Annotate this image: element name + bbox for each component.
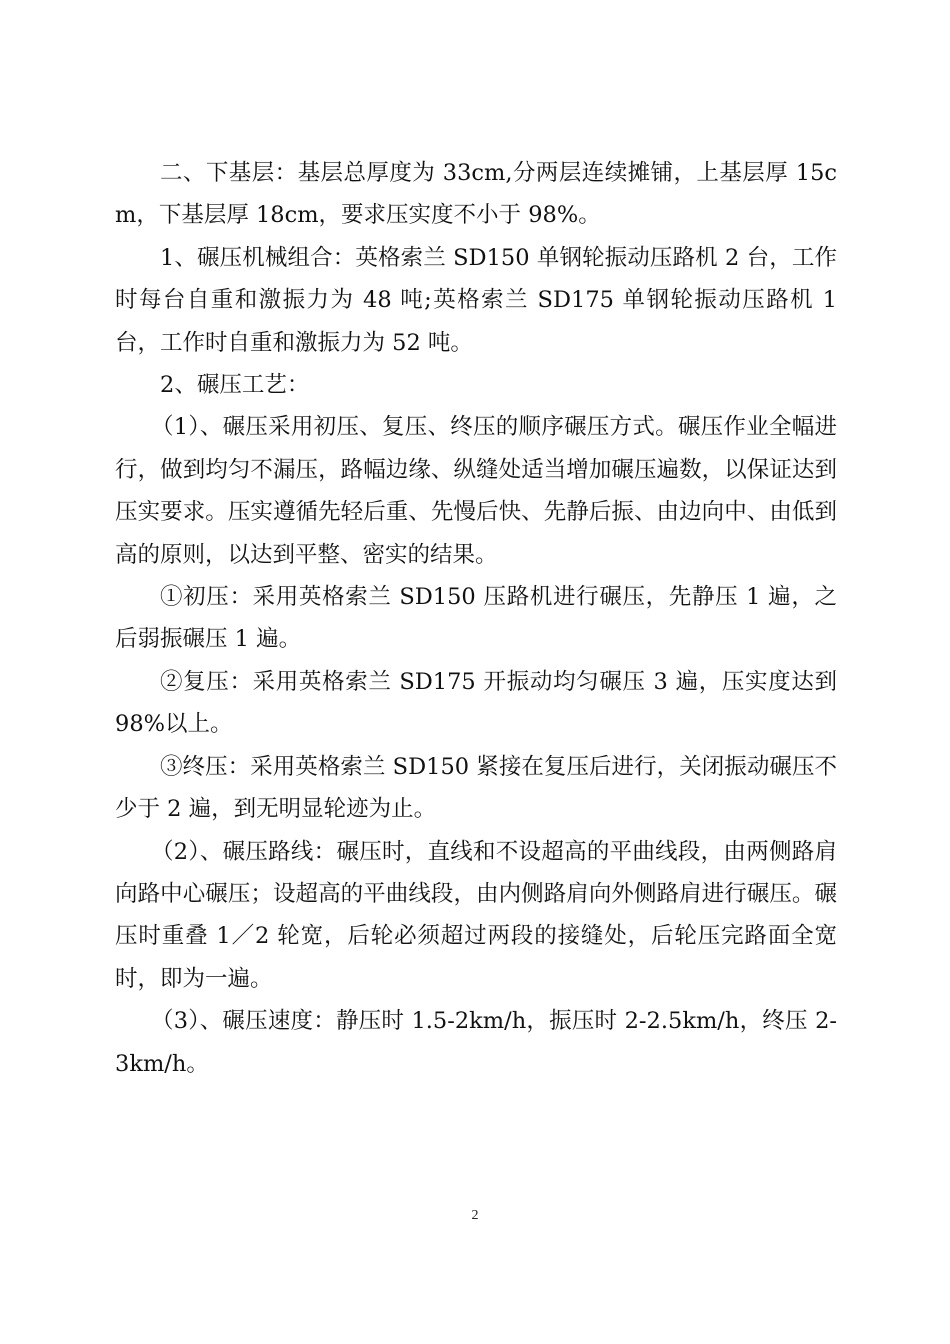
document-body: [115, 152, 837, 1085]
paragraph-secondary-rolling: ②复压：采用英格索兰 SD175 开振动均匀碾压 3 遍，压实度达到 98%以上。: [115, 668, 837, 738]
paragraph-lower-base-layer: 二、下基层：基层总厚度为 33cm,分两层连续摊铺，上基层厚 15cm，下基层厚 18cm，要求压实度不小于 98%。: [115, 160, 837, 229]
page-number: 2: [471, 1208, 479, 1223]
paragraph-roller-combination: 1、碾压机械组合：英格索兰 SD150 单钢轮振动压路机 2 台，工作时每台自重和激振力为 48 吨;英格索兰 SD175 单钢轮振动压路机 1 台，工作时自重和激振力为 52 吨。: [115, 244, 837, 356]
paragraph-initial-rolling: ①初压：采用英格索兰 SD150 压路机进行碾压，先静压 1 遍，之后弱振碾压 1 遍。: [115, 584, 837, 653]
paragraph-rolling-process-heading: 2、碾压工艺：: [160, 372, 310, 399]
paragraph-rolling-speed: （3）、碾压速度：静压时 1.5-2km/h，振压时 2-2.5km/h，终压 2-3km/h。: [115, 1008, 837, 1077]
paragraph-rolling-route: （2）、碾压路线：碾压时，直线和不设超高的平曲线段，由两侧路肩向路中心碾压；设超高的平曲线段，由内侧路肩向外侧路肩进行碾压。碾压时重叠 1／2 轮宽，后轮必须超过两段的接缝处，后轮压完路面全宽时，即为一遍。: [115, 838, 837, 992]
paragraph-final-rolling: ③终压：采用英格索兰 SD150 紧接在复压后进行，关闭振动碾压不少于 2 遍，到无明显轮迹为止。: [115, 753, 837, 823]
paragraph-rolling-method: （1）、碾压采用初压、复压、终压的顺序碾压方式。碾压作业全幅进行，做到均匀不漏压，路幅边缘、纵缝处适当增加碾压遍数，以保证达到压实要求。压实遵循先轻后重、先慢后快、先静后振、由边向中、由低到高的原则，以达到平整、密实的结果。: [115, 414, 837, 568]
